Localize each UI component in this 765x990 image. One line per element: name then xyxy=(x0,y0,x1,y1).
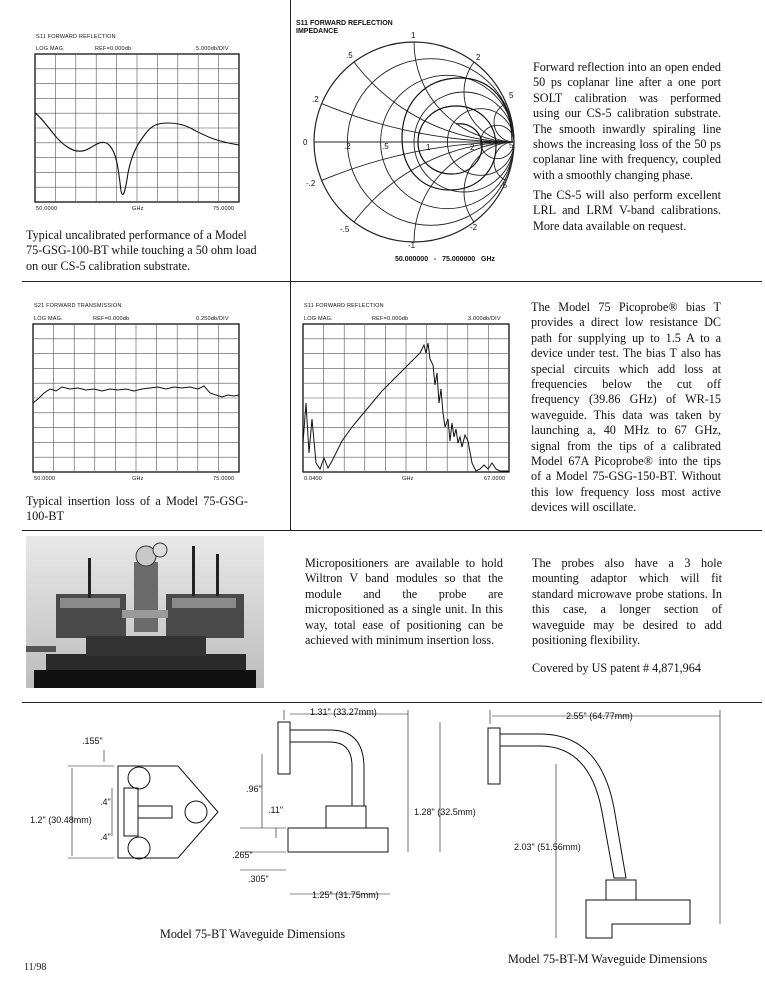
dim-11: .11" xyxy=(268,805,284,815)
plot1-x-unit: GHz xyxy=(132,206,144,212)
plot1-caption: Typical uncalibrated performance of a Model 75-GSG-100-BT while touching a 50 ohm load on our CS-5 calibration substrate. xyxy=(26,228,257,273)
smith-title-2: IMPEDANCE xyxy=(296,28,339,35)
plot3-graph xyxy=(302,323,510,473)
svg-text:-1: -1 xyxy=(408,241,416,250)
divider-horizontal-1 xyxy=(22,281,762,282)
footer-date: 11/98 xyxy=(24,962,47,973)
plot3-x-unit: GHz xyxy=(402,476,414,482)
plot1-mode: LOG MAG. xyxy=(36,46,65,52)
patent-text: Covered by US patent # 4,871,964 xyxy=(532,661,701,675)
dim-203: 2.03" (51.56mm) xyxy=(514,842,581,852)
dim-125: 1.25" (31.75mm) xyxy=(312,890,379,900)
svg-text:.5: .5 xyxy=(382,142,389,151)
plot1-scale: 5.000db/DIV xyxy=(196,46,229,52)
dim-255: 2.55" (64.77mm) xyxy=(566,711,633,721)
dim-4a: .4" xyxy=(100,797,111,807)
plot3-mode: LOG MAG. xyxy=(304,316,333,322)
dim-12: 1.2" (30.48mm) xyxy=(30,815,92,825)
svg-text:.2: .2 xyxy=(344,142,351,151)
svg-text:-.5: -.5 xyxy=(340,225,350,234)
plot2-graph xyxy=(32,323,240,473)
dim-4b: .4" xyxy=(100,832,111,842)
svg-text:1: 1 xyxy=(426,143,431,152)
micro-text: Micropositioners are available to hold Wiltron V band modules so that the module and the probe are micropositioned as a single unit. In this way, total ease of positioning can be achieved with minimum insertion loss. xyxy=(305,556,503,648)
svg-text:.2: .2 xyxy=(312,95,319,104)
smith-freq: 50.000000 - 75.000000 GHz xyxy=(395,256,496,263)
biasT-text: The Model 75 Picoprobe® bias T provides a direct low resistance DC path for supplying up to 1.5 A to a device under test. The bias T also has special circuits which add loss at frequencies below the cut off frequency (39.86 GHz) of WR-15 waveguide. This data was taken by launching a, 40 MHz to 67 GHz, signal from the tips of a calibrated Model 67A Picoprobe® into the tips of a Model 75-GSG-150-BT. Without this low frequency loss most active devices will oscillate. xyxy=(531,300,721,515)
smith-title-1: S11 FORWARD REFLECTION xyxy=(296,20,393,27)
caption-75-bt: Model 75-BT Waveguide Dimensions xyxy=(160,927,346,941)
plot2-scale: 0.250db/DIV xyxy=(196,316,229,322)
svg-text:-2: -2 xyxy=(470,223,478,232)
plot1-x-start: 50.0000 xyxy=(36,206,58,212)
svg-text:.5: .5 xyxy=(346,51,353,60)
svg-text:5: 5 xyxy=(509,91,514,100)
dim-131: 1.31" (33.27mm) xyxy=(310,707,377,717)
divider-horizontal-2 xyxy=(22,530,762,531)
svg-text:-.2: -.2 xyxy=(306,179,316,188)
svg-text:2: 2 xyxy=(476,53,481,62)
plot1-graph xyxy=(34,53,240,203)
svg-text:2: 2 xyxy=(470,143,475,152)
plot3-ref: REF=0.000db xyxy=(372,316,409,322)
divider-vertical-top xyxy=(290,0,291,530)
plot3-scale: 3.000db/DIV xyxy=(468,316,501,322)
smith-chart xyxy=(300,30,530,260)
plot3-x-end: 67.0000 xyxy=(484,476,506,482)
plot2-caption: Typical insertion loss of a Model 75-GSG-100-BT xyxy=(26,494,248,524)
dim-128: 1.28" (32.5mm) xyxy=(414,807,476,817)
micropositioner-photo xyxy=(26,536,264,688)
plot1-title: S11 FORWARD REFLECTION xyxy=(36,34,116,40)
mechanical-drawings xyxy=(0,702,765,990)
dim-96: .96" xyxy=(246,784,262,794)
svg-text:1: 1 xyxy=(411,31,416,40)
dim-305: .305" xyxy=(248,874,269,884)
plot2-ref: REF=0.000db xyxy=(93,316,130,322)
plot2-x-end: 75.0000 xyxy=(213,476,235,482)
smith-text-2: The CS-5 will also perform excellent LRL and LRM V-band calibrations. More data available on request. xyxy=(533,188,721,233)
svg-text:0: 0 xyxy=(303,138,308,147)
plot3-x-start: 0.0400 xyxy=(304,476,323,482)
plot2-mode: LOG MAG. xyxy=(34,316,63,322)
plot3-title: S11 FORWARD REFLECTION xyxy=(304,303,384,309)
caption-75-bt-m: Model 75-BT-M Waveguide Dimensions xyxy=(508,952,708,966)
plot1-x-end: 75.0000 xyxy=(213,206,235,212)
dim-155: .155" xyxy=(82,736,103,746)
plot2-title: S21 FORWARD TRANSMISSION xyxy=(34,303,122,309)
dim-265: .265" xyxy=(232,850,253,860)
plot1-ref: REF=0.000db xyxy=(95,46,132,52)
smith-text-1: Forward reflection into an open ended 50 ps coplanar line after a one port SOLT calibration was performed using our CS-5 calibration substrate. The smooth inwardly spiraling line shows the increasing loss of the 50 ps coplanar line with frequency, coupled with a smoothly changing phase. xyxy=(533,60,721,182)
plot2-x-start: 50.0000 xyxy=(34,476,56,482)
svg-text:5: 5 xyxy=(509,141,514,150)
svg-text:-5: -5 xyxy=(500,181,508,190)
plot2-x-unit: GHz xyxy=(132,476,144,482)
probes-text: The probes also have a 3 hole mounting adaptor which will fit standard microwave probe stations. In this case, a longer section of waveguide may be desired to add positioning flexibility. xyxy=(532,556,722,648)
